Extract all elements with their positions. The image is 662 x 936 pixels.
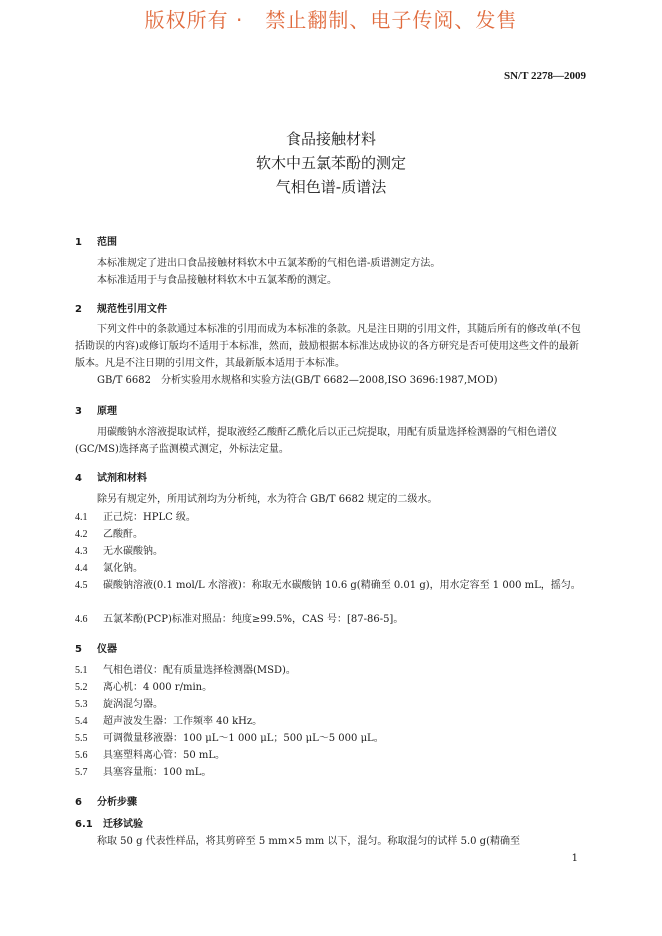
- section-title: 范围: [97, 237, 117, 248]
- title-line-3: 气相色谱-质谱法: [275, 178, 387, 196]
- title-line-2: 软木中五氯苯酚的测定: [255, 154, 406, 172]
- section-number: 2: [75, 304, 82, 315]
- paragraph: 本标准适用于与食品接触材料软木中五氯苯酚的测定。: [97, 275, 337, 286]
- list-item: 5.5 可调微量移液器：100 μL～1 000 μL；500 μL～5 000 μL。: [75, 733, 384, 744]
- subsection-6-1-heading: [75, 815, 143, 830]
- section-title: 原理: [97, 406, 117, 417]
- list-item: 4.2 乙酸酐。: [75, 529, 143, 540]
- section-number: 3: [75, 406, 82, 417]
- list-item: 5.7 具塞容量瓶：100 mL。: [75, 767, 212, 778]
- list-item: 5.3 旋涡混匀器。: [75, 699, 163, 710]
- section-title: 迁移试验: [103, 819, 143, 830]
- list-item: 5.6 具塞塑料离心管：50 mL。: [75, 750, 226, 761]
- list-item: 4.4 氯化钠。: [75, 563, 143, 574]
- section-number: 6.1: [75, 819, 93, 830]
- list-item: 4.5 碳酸钠溶液(0.1 mol/L 水溶液)：称取无水碳酸钠 10.6 g(精确至 0.01 g)，用水定容至 1 000 mL，摇匀。: [75, 580, 581, 591]
- paragraph: 称取 50 g 代表性样品，将其剪碎至 5 mm×5 mm 以下，混匀。称取混匀的试样 5.0 g(精确至: [97, 836, 520, 847]
- section-title: 分析步骤: [97, 797, 137, 808]
- page-number: 1: [571, 853, 578, 864]
- list-item: 5.4 超声波发生器：工作频率 40 kHz。: [75, 716, 263, 727]
- standard-number: SN/T 2278—2009: [503, 70, 586, 82]
- section-2-heading: [75, 300, 167, 315]
- paragraph: 本标准规定了进出口食品接触材料软木中五氯苯酚的气相色谱-质谱测定方法。: [97, 258, 441, 269]
- paragraph: 用碳酸钠水溶液提取试样，提取液经乙酸酐乙酰化后以正己烷提取，用配有质量选择检测器的气相色谱仪(GC/MS)选择离子监测模式测定，外标法定量。: [75, 427, 557, 455]
- list-item: 5.2 离心机：4 000 r/min。: [75, 682, 213, 693]
- section-6-heading: [75, 793, 137, 808]
- list-item: 5.1 气相色谱仪：配有质量选择检测器(MSD)。: [75, 665, 296, 676]
- section-number: 6: [75, 797, 82, 808]
- section-1-heading: [75, 233, 117, 248]
- reference-item: GB/T 6682 分析实验用水规格和实验方法(GB/T 6682—2008,ISO 3696:1987,MOD): [97, 375, 498, 386]
- section-5-heading: [75, 640, 117, 655]
- section-number: 1: [75, 237, 82, 248]
- list-item: 4.6 五氯苯酚(PCP)标准对照品：纯度≥99.5%，CAS 号：[87-86-5]。: [75, 614, 404, 625]
- watermark-banner: 版权所有 · 禁止翻制、电子传阅、发售: [144, 8, 518, 32]
- section-4-heading: [75, 469, 147, 484]
- paragraph: 下列文件中的条款通过本标准的引用而成为本标准的条款。凡是注日期的引用文件，其随后所有的修改单(不包括勘误的内容)或修订版均不适用于本标准，然而，鼓励根据本标准达成协议的各方研究是否可使用这些文件的最新版本。凡是不注日期的引用文件，其最新版本适用于本标准。: [75, 324, 581, 369]
- list-item: 4.1 正己烷：HPLC 级。: [75, 512, 196, 523]
- paragraph: 除另有规定外，所用试剂均为分析纯，水为符合 GB/T 6682 规定的二级水。: [97, 494, 438, 505]
- section-title: 仪器: [97, 644, 117, 655]
- section-number: 5: [75, 644, 82, 655]
- section-number: 4: [75, 473, 82, 484]
- section-3-heading: [75, 402, 117, 417]
- section-title: 试剂和材料: [97, 473, 147, 484]
- list-item: 4.3 无水碳酸钠。: [75, 546, 163, 557]
- title-line-1: 食品接触材料: [285, 130, 376, 148]
- section-title: 规范性引用文件: [97, 304, 167, 315]
